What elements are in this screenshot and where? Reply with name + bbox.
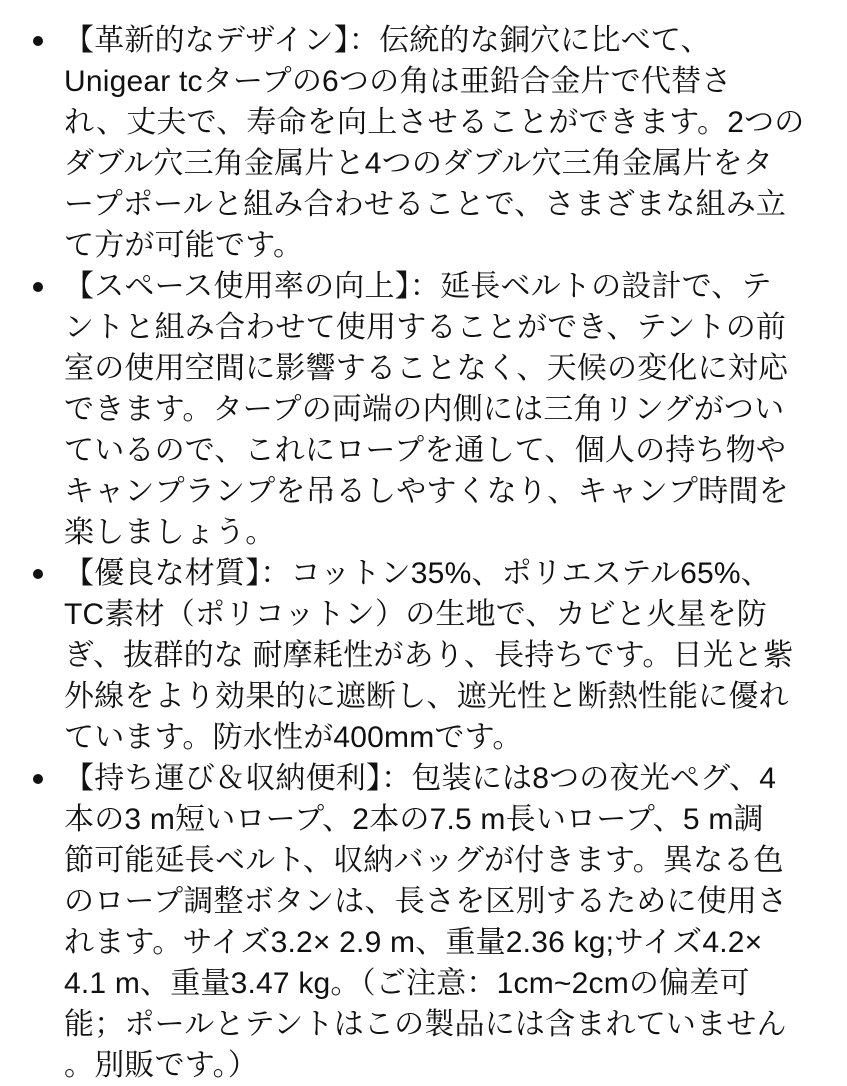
bullet-line: ダブル穴三角金属片と4つのダブル穴三角金属片をタ xyxy=(64,147,774,180)
feature-bullet-space xyxy=(0,266,839,553)
bullet-line: 【スペース使用率の向上】：延長ベルトの設計で、テ xyxy=(64,270,772,303)
feature-bullet-portability xyxy=(0,758,839,1086)
bullet-line: て方が可能です。 xyxy=(64,229,304,262)
bullet-line: れます。サイズ3.2× 2.9 m、重量2.36 kg;サイズ4.2× xyxy=(64,926,763,959)
bullet-line: ているので、これにロープを通して、個人の持ち物や xyxy=(64,434,787,467)
bullet-line: 節可能延長ベルト、収納バッグが付きます。異なる色 xyxy=(64,844,784,877)
bullet-line: 【持ち運び＆収納便利】：包装には8つの夜光ペグ、4 xyxy=(64,762,777,795)
bullet-line: 楽しましょう。 xyxy=(64,516,276,549)
bullet-line: 外線をより効果的に遮断し、遮光性と断熱性能に優れ xyxy=(64,680,789,713)
bullet-line: ントと組み合わせて使用することができ、テントの前 xyxy=(64,311,787,344)
bullet-line: のロープ調整ボタンは、長さを区別するために使用さ xyxy=(64,885,788,918)
bullet-marker-icon xyxy=(33,569,43,579)
bullet-line: 【革新的なデザイン】：伝統的な銅穴に比べて、 xyxy=(64,24,711,57)
bullet-marker-icon xyxy=(33,774,43,784)
bullet-line: キャンプランプを吊るしやすくなり、キャンプ時間を xyxy=(64,475,789,508)
bullet-line: 能；ポールとテントはこの製品には含まれていません xyxy=(64,1008,787,1041)
bullet-line: できます。タープの両端の内側には三角リングがつい xyxy=(64,393,785,426)
bullet-line: ています。防水性が400mmです。 xyxy=(64,721,523,754)
bullet-line: TC素材（ポリコットン）の生地で、カビと火星を防 xyxy=(64,598,767,631)
bullet-line: 【優良な材質】：コットン35%、ポリエステル65%、 xyxy=(64,557,771,590)
bullet-line: 。別販です。） xyxy=(64,1049,258,1082)
bullet-line: ープポールと組み合わせることで、さまざまな組み立 xyxy=(64,188,787,221)
feature-bullet-design xyxy=(0,20,839,266)
bullet-line: 4.1 m、重量3.47 kg。（ご注意：1cm~2cmの偏差可 xyxy=(64,967,750,1000)
bullet-marker-icon xyxy=(33,282,43,292)
bullet-line: 本の3 m短いロープ、2本の7.5 m長いロープ、5 m調 xyxy=(64,803,764,836)
bullet-marker-icon xyxy=(33,36,43,46)
bullet-line: ぎ、抜群的な 耐摩耗性があり、長持ちです。日光と紫 xyxy=(64,639,794,672)
feature-bullet-material xyxy=(0,553,839,758)
bullet-line: れ、丈夫で、寿命を向上させることができます。2つの xyxy=(64,106,805,139)
bullet-line: Unigear tcタープの6つの角は亜鉛合金片で代替さ xyxy=(64,65,732,98)
bullet-line: 室の使用空間に影響することなく、天候の変化に対応 xyxy=(64,352,789,385)
